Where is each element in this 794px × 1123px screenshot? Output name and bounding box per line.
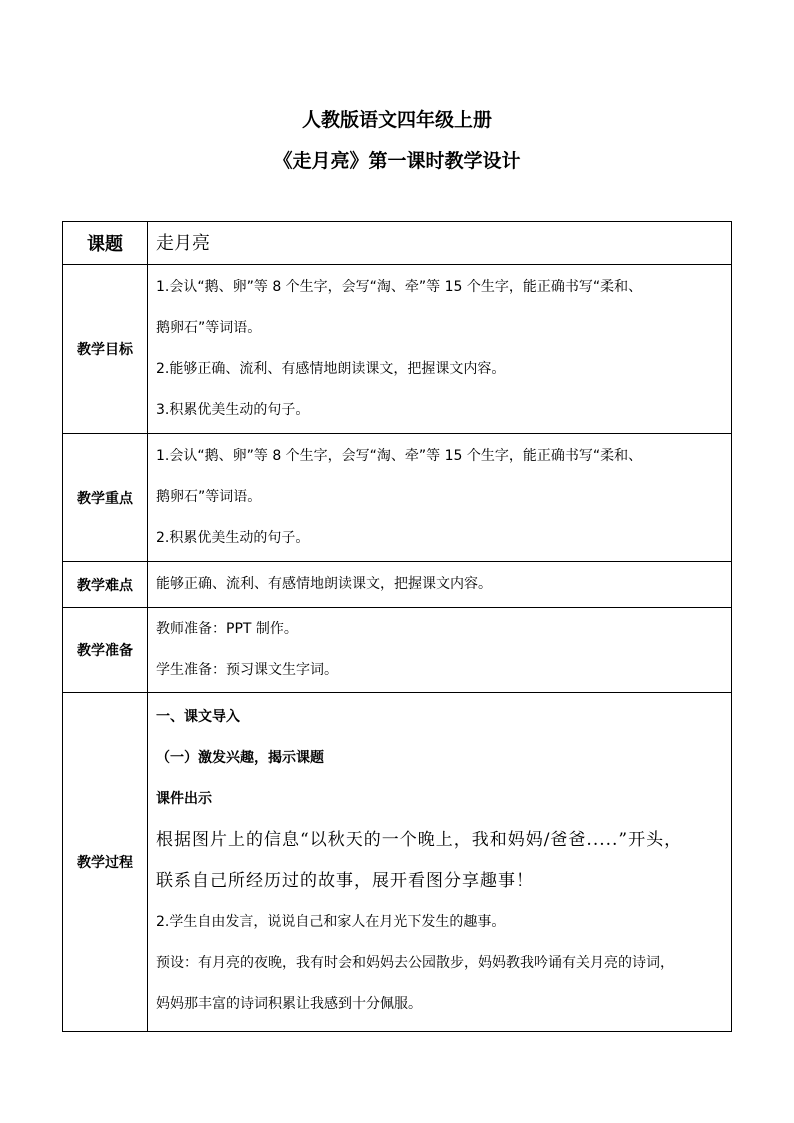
prep-line: 教师准备：PPT 制作。 <box>156 621 298 637</box>
value-preparation <box>148 608 732 693</box>
table-row-goals <box>63 265 732 434</box>
table-row-process <box>63 693 732 1032</box>
process-heading-1: 一、课文导入 <box>156 709 240 725</box>
process-line: 2.学生自由发言，说说自己和家人在月光下发生的趣事。 <box>156 914 506 930</box>
key-line: 鹅卵石”等词语。 <box>156 489 262 505</box>
label-key-points: 教学重点 <box>63 434 148 562</box>
table-row-preparation <box>63 608 732 693</box>
value-goals <box>148 265 732 434</box>
label-goals: 教学目标 <box>63 265 148 434</box>
process-heading-2: （一）激发兴趣，揭示课题 <box>156 750 324 766</box>
label-process: 教学过程 <box>63 693 148 1032</box>
label-difficulty: 教学难点 <box>63 562 148 608</box>
value-process <box>148 693 732 1032</box>
goal-line: 2.能够正确、流利、有感情地朗读课文，把握课文内容。 <box>156 361 506 377</box>
key-line: 2.积累优美生动的句子。 <box>156 530 310 546</box>
table-row-topic <box>63 222 732 265</box>
process-line: 妈妈那丰富的诗词积累让我感到十分佩服。 <box>156 996 422 1012</box>
document-subtitle: 《走月亮》第一课时教学设计 <box>273 150 521 172</box>
value-topic: 走月亮 <box>148 222 732 265</box>
label-preparation: 教学准备 <box>63 608 148 693</box>
table-row-key-points <box>63 434 732 562</box>
goal-line: 1.会认“鹅、卵”等 8 个生字，会写“淘、牵”等 15 个生字，能正确书写“柔和、 <box>156 279 643 295</box>
lesson-plan-table <box>62 221 732 1032</box>
process-slide-text: 联系自己所经历过的故事，展开看图分享趣事！ <box>156 871 534 891</box>
value-difficulty: 能够正确、流利、有感情地朗读课文，把握课文内容。 <box>148 562 732 608</box>
key-line: 1.会认“鹅、卵”等 8 个生字，会写“淘、牵”等 15 个生字，能正确书写“柔和、 <box>156 448 643 464</box>
prep-line: 学生准备：预习课文生字词。 <box>156 662 338 678</box>
process-slide-text: 根据图片上的信息“以秋天的一个晚上，我和妈妈/爸爸.....”开头， <box>156 830 683 850</box>
label-topic: 课题 <box>63 222 148 265</box>
table-row-difficulty <box>63 562 732 608</box>
value-key-points <box>148 434 732 562</box>
process-line: 预设：有月亮的夜晚，我有时会和妈妈去公园散步，妈妈教我吟诵有关月亮的诗词， <box>156 955 674 971</box>
process-heading-3: 课件出示 <box>156 791 212 807</box>
goal-line: 3.积累优美生动的句子。 <box>156 402 310 418</box>
goal-line: 鹅卵石”等词语。 <box>156 320 262 336</box>
document-title: 人教版语文四年级上册 <box>301 109 492 131</box>
